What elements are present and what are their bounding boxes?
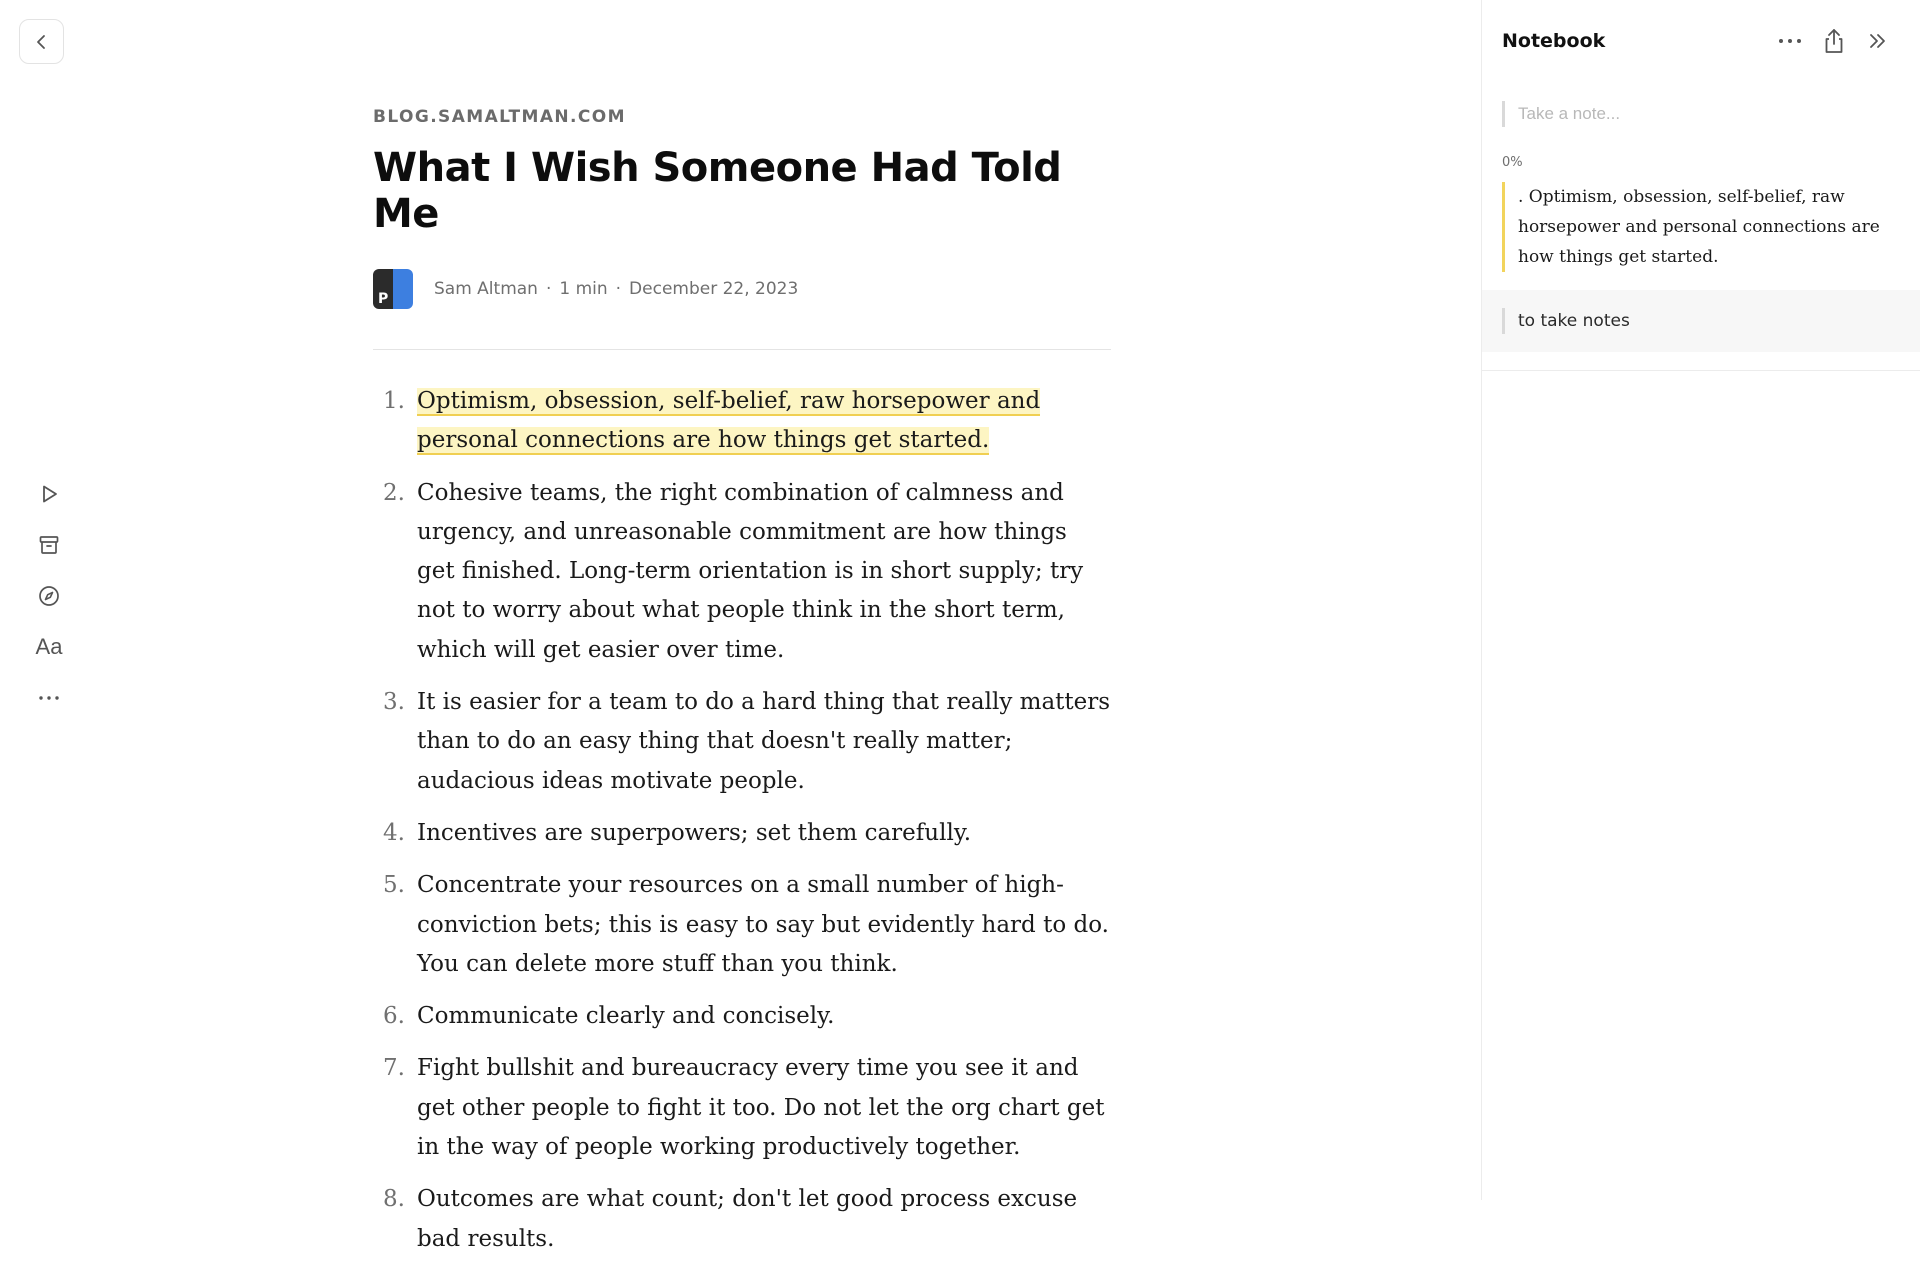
reading-progress: 0% — [1502, 155, 1523, 170]
list-item-number: 6. — [383, 1003, 405, 1030]
more-icon — [1777, 37, 1803, 45]
list-item — [373, 683, 1111, 801]
compass-icon — [37, 584, 61, 608]
notebook-highlight[interactable] — [1502, 182, 1902, 272]
chevron-left-icon — [33, 33, 51, 51]
more-icon — [37, 686, 61, 710]
notebook-header — [1502, 26, 1900, 56]
list-item-text: Outcomes are what count; don't let good process excuse bad results. — [417, 1186, 1078, 1252]
list-item — [373, 814, 1111, 853]
play-icon — [37, 482, 61, 506]
list-item — [373, 1049, 1111, 1167]
note-input[interactable] — [1502, 101, 1892, 127]
header-divider — [373, 349, 1111, 350]
notebook-note: to take notes — [1502, 308, 1630, 334]
notebook-actions — [1768, 26, 1900, 56]
list-item-number: 7. — [383, 1055, 405, 1082]
notebook-highlight-text: . Optimism, obsession, self-belief, raw horsepower and personal connections are how things get started. — [1518, 187, 1880, 267]
article-date: December 22, 2023 — [629, 279, 799, 299]
list-item-number: 3. — [383, 689, 405, 716]
list-item — [373, 382, 1111, 461]
meta-separator: · — [615, 279, 622, 299]
archive-button[interactable] — [28, 524, 70, 566]
listen-button[interactable] — [28, 473, 70, 515]
notebook-divider — [1482, 370, 1920, 371]
article-source[interactable]: BLOG.SAMALTMAN.COM — [373, 107, 626, 127]
article-author: Sam Altman — [434, 279, 538, 299]
font-icon: Aa — [35, 634, 63, 659]
notebook-share-button[interactable] — [1812, 26, 1856, 56]
avatar — [373, 269, 413, 309]
article-read-time: 1 min — [559, 279, 608, 299]
list-item-number: 8. — [383, 1186, 405, 1213]
highlighted-text[interactable]: Optimism, obsession, self-belief, raw horsepower and personal connections are how things get started. — [417, 388, 1041, 454]
notebook-note-row[interactable] — [1482, 290, 1920, 352]
article-list — [373, 382, 1111, 1259]
archive-icon — [37, 533, 61, 557]
more-options-button[interactable] — [28, 677, 70, 719]
list-item — [373, 997, 1111, 1036]
font-settings-button[interactable] — [28, 626, 70, 668]
list-item-text: Communicate clearly and concisely. — [417, 1003, 835, 1030]
explore-button[interactable] — [28, 575, 70, 617]
article — [373, 0, 1111, 1272]
back-button[interactable] — [19, 19, 64, 64]
article-meta — [373, 269, 1111, 309]
list-item — [373, 474, 1111, 670]
meta-separator: · — [545, 279, 552, 299]
list-item-text: It is easier for a team to do a hard thing that really matters than to do an easy thing that doesn't really matter; audacious ideas motivate people. — [417, 689, 1111, 794]
list-item-number: 2. — [383, 479, 405, 506]
article-title: What I Wish Someone Had Told Me — [373, 145, 1062, 237]
list-item — [373, 1180, 1111, 1259]
list-item-number: 1. — [383, 388, 405, 414]
notebook-more-button[interactable] — [1768, 26, 1812, 56]
list-item-text: Concentrate your resources on a small number of high-conviction bets; this is easy to say but evidently hard to do. You can delete more stuff than you think. — [417, 872, 1109, 977]
notebook-title: Notebook — [1502, 30, 1606, 52]
collapse-notebook-button[interactable] — [1856, 26, 1900, 56]
list-item-text: Cohesive teams, the right combination of calmness and urgency, and unreasonable commitment are how things get finished. Long-term orientation is in short supply; try not to worry about what people think in the short term, which will get easier over time. — [417, 479, 1084, 663]
list-item — [373, 866, 1111, 984]
collapse-panel-icon — [1867, 31, 1889, 51]
notebook-panel — [1481, 0, 1920, 1200]
list-item-number: 5. — [383, 872, 405, 899]
list-item-number: 4. — [383, 819, 405, 846]
share-icon — [1823, 28, 1845, 54]
left-toolbar — [28, 473, 70, 728]
list-item-text: Fight bullshit and bureaucracy every time you see it and get other people to fight it too. Do not let the org chart get in the way of people working productively together. — [417, 1055, 1105, 1161]
avatar-letter: P — [378, 291, 389, 307]
list-item-text: Incentives are superpowers; set them carefully. — [417, 819, 972, 846]
